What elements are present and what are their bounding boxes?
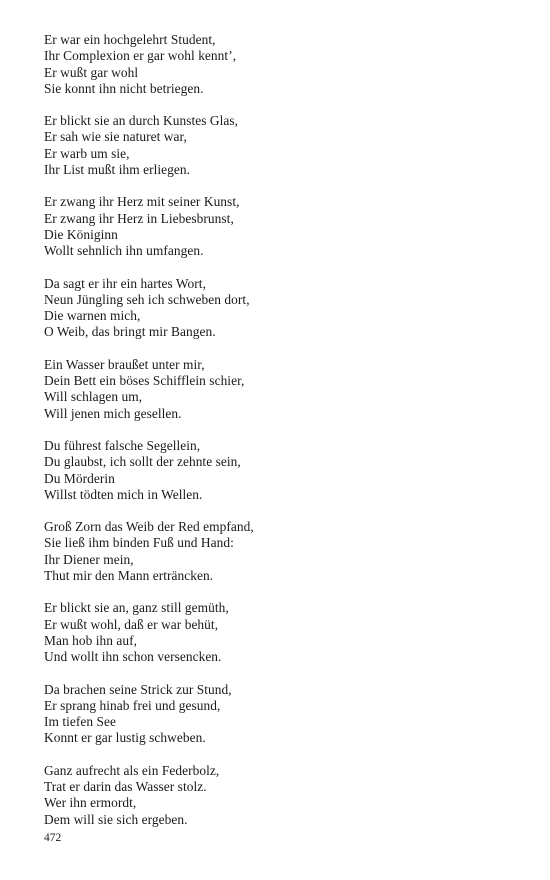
verse-line: Sie ließ ihm binden Fuß und Hand: <box>44 535 234 551</box>
stanza <box>44 682 524 747</box>
verse-line: Er sprang hinab frei und gesund, <box>44 697 221 713</box>
verse-line: Er sah wie sie naturet war, <box>44 129 187 145</box>
verse-line: Und wollt ihn schon versencken. <box>44 649 222 665</box>
verse-line: Dein Bett ein böses Schifflein schier, <box>44 373 245 389</box>
verse-line: Die warnen mich, <box>44 308 141 324</box>
verse-line: Er zwang ihr Herz mit seiner Kunst, <box>44 194 240 210</box>
verse-line: Da brachen seine Strick zur Stund, <box>44 681 232 697</box>
verse-line: Er wußt wohl, daß er war behüt, <box>44 616 219 632</box>
page-number: 472 <box>44 832 62 844</box>
verse-line: Die Königinn <box>44 226 118 242</box>
verse-line: Du glaubst, ich sollt der zehnte sein, <box>44 454 241 470</box>
verse-line: Er war ein hochgelehrt Student, <box>44 32 216 47</box>
verse-line: Ihr Complexion er gar wohl kennt’, <box>44 48 237 64</box>
verse-line: Will schlagen um, <box>44 389 143 405</box>
verse-line: Du Mörderin <box>44 470 115 486</box>
verse-line: Thut mir den Mann erträncken. <box>44 568 214 584</box>
verse-line: Er warb um sie, <box>44 145 130 161</box>
verse-line: Ihr Diener mein, <box>44 551 134 567</box>
verse-line: Willst tödten mich in Wellen. <box>44 486 203 502</box>
verse-line: Trat er darin das Wasser stolz. <box>44 778 207 794</box>
stanza <box>44 600 524 665</box>
verse-line: Du führest falsche Segellein, <box>44 437 201 453</box>
verse-line: Er zwang ihr Herz in Liebesbrunst, <box>44 210 234 226</box>
verse-line: Wer ihn ermordt, <box>44 795 137 811</box>
verse-line: Im tiefen See <box>44 714 117 730</box>
stanza <box>44 194 524 259</box>
verse-line: Er blickt sie an, ganz still gemüth, <box>44 600 229 616</box>
verse-line: Neun Jüngling seh ich schweben dort, <box>44 291 250 307</box>
verse-line: Dem will sie sich ergeben. <box>44 811 188 827</box>
verse-line: Ein Wasser braußet unter mir, <box>44 356 205 372</box>
verse-line: Will jenen mich gesellen. <box>44 405 182 421</box>
stanza <box>44 438 524 503</box>
stanza <box>44 763 524 828</box>
stanza <box>44 519 524 584</box>
verse-line: O Weib, das bringt mir Bangen. <box>44 324 216 340</box>
verse-line: Ganz aufrecht als ein Federbolz, <box>44 762 220 778</box>
verse-line: Man hob ihn auf, <box>44 632 138 648</box>
stanza <box>44 357 524 422</box>
verse-line: Ihr List mußt ihm erliegen. <box>44 162 191 178</box>
verse-line: Konnt er gar lustig schweben. <box>44 730 206 746</box>
stanza <box>44 276 524 341</box>
verse-line: Wollt sehnlich ihn umfangen. <box>44 243 204 259</box>
verse-line: Er blickt sie an durch Kunstes Glas, <box>44 113 239 129</box>
verse-line: Er wußt gar wohl <box>44 64 139 80</box>
verse-line: Da sagt er ihr ein hartes Wort, <box>44 275 206 291</box>
verse-line: Sie konnt ihn nicht betriegen. <box>44 80 204 96</box>
poem-text <box>44 32 524 844</box>
stanza <box>44 32 524 97</box>
verse-line: Groß Zorn das Weib der Red empfand, <box>44 519 254 535</box>
stanza <box>44 113 524 178</box>
